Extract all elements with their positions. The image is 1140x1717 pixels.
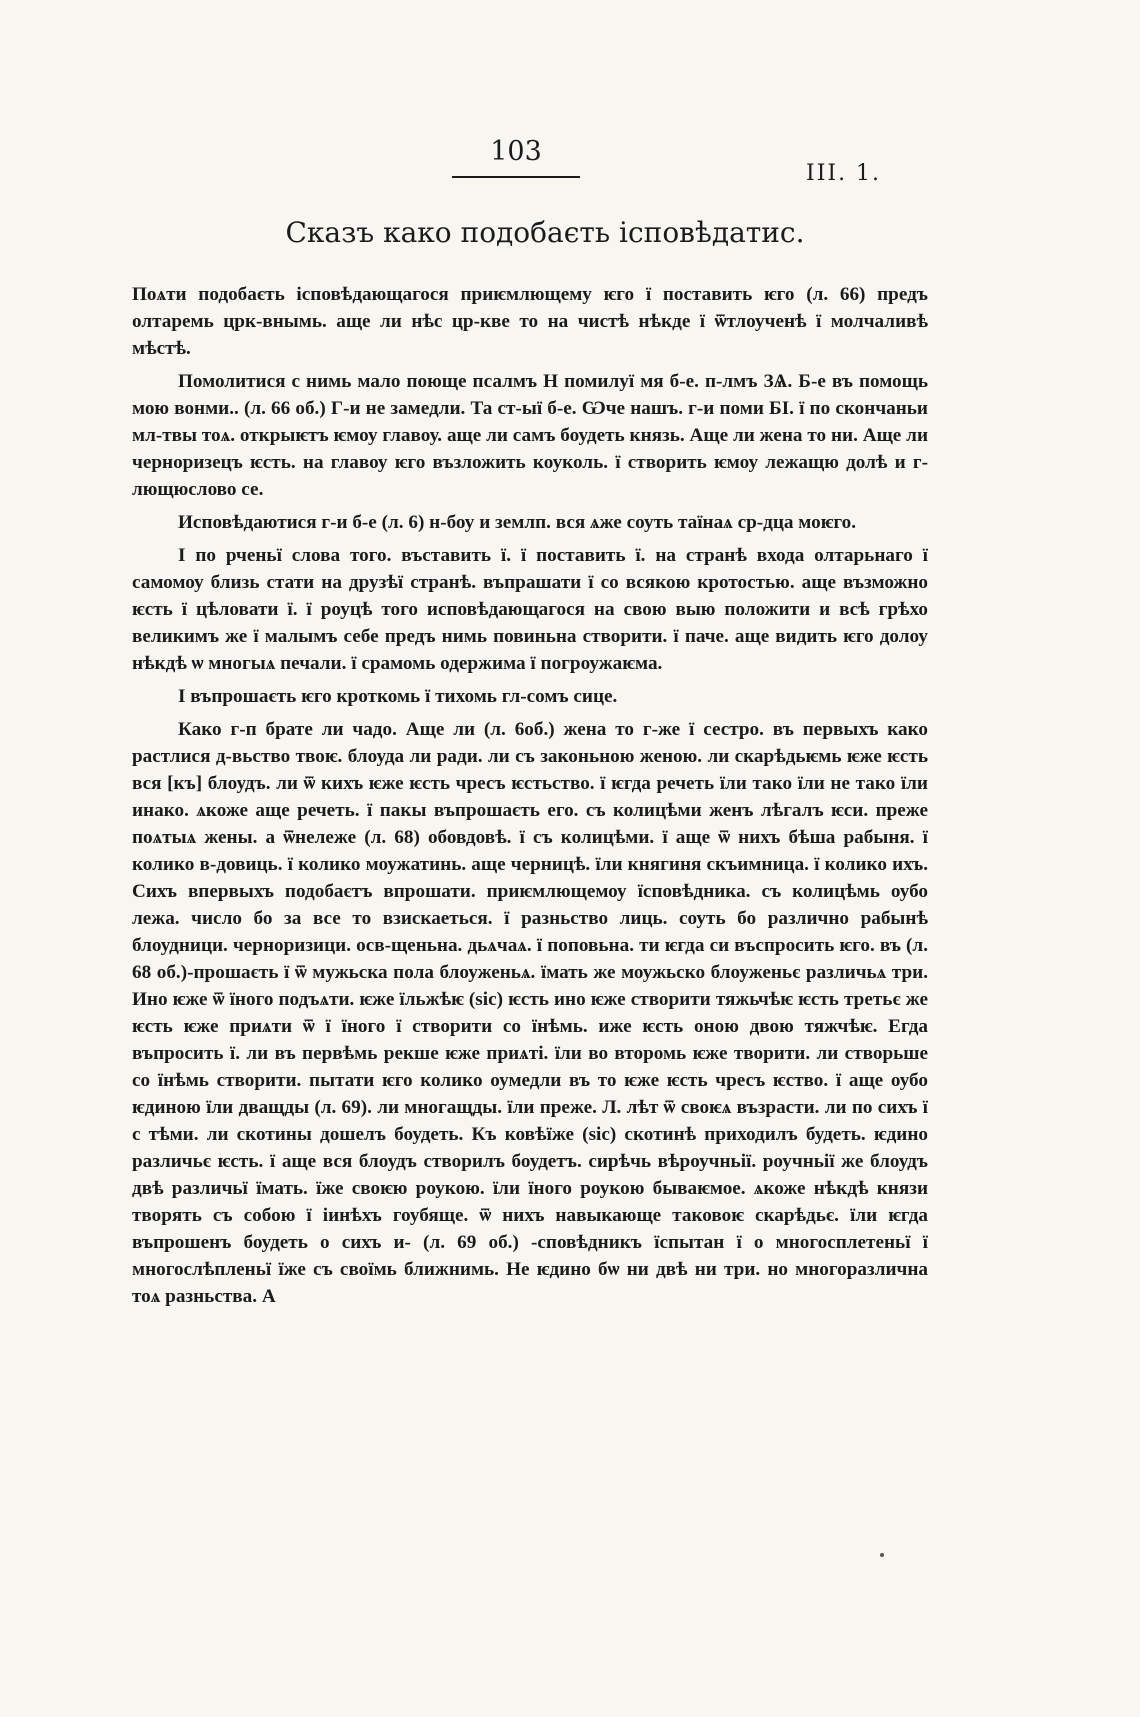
paragraph: Како г-п брате ли чадо. Аще ли (л. 6об.) жена то г-же ї сестро. въ первыхъ како растлися д-вьство твоѥ. блоуда ли ради. ли съ законьною женою. ли скарѣдьѥмь ѥже ѥсть вся [къ] блоудъ. ли ѿ кихъ ѥже ѥсть чресъ ѥстьство. ї ѥгда речеть їли тако їли не тако їли инако. ѧкоже аще речеть. ї пакы въпрошаєть его. съ колицѣми женъ лѣгалъ ѥси. преже поѧтыѧ жены. а ѿнележе (л. 68) обовдовѣ. ї съ колицѣми. ї аще ѿ нихъ бѣша рабыня. ї колико в-довиць. ї колико моужатинь. аще черницѣ. їли княгиня скъимница. ї колико ихъ. Сихъ впервыхъ подобаєтъ впрошати. приѥмлющемоу їсповѣдника. съ колицѣмь оубо лежа. число бо за все то взискаеться. ї разньство лиць. соуть бо различно рабынѣ блоудници. черноризици. осв-щеньна. дьѧчаѧ. ї поповьна. ти ѥгда си въспросить ѥго. въ (л. 68 об.)-прошаєть ї ѿ мужьска пола блоуженьѧ. їмать же моужьско блоуженьє различьѧ три. Ино ѥже ѿ їного подъѧти. ѥже їльжѣѥ (sic) ѥсть ино ѥже створити тяжьчѣѥ ѥсть третьє же ѥсть ѥже приѧти ѿ ї їного ї створити со їнѣмь. иже ѥсть оною двою тяжчѣѥ. Егда въпросить ї. ли въ первѣмь рекше ѥже приѧті. їли во второмь ѥже творити. ли створьше со їнѣмь створити. пытати ѥго колико оумедли въ то ѥже ѥсть чресъ ѥство. ї аще оубо ѥдиною їли дващды (л. 69). ли многащды. їли преже. Л. лѣт ѿ своѥѧ възрасти. ли по сихъ ї с тѣми. ли скотины дошелъ боудеть. Къ ковѣїже (sic) скотинѣ приходилъ будеть. ѥдино различьє ѥсть. ї аще вся блоудъ створилъ боудетъ. сирѣчь вѣроучньії. роучньії же блоудъ двѣ различьї їмать. їже своѥю роукою. їли їного роукою бываѥмое. ѧкоже нѣкдѣ князи творять съ собою ї іинѣхъ гоубяще. ѿ нихъ навыкающе таковоѥ скарѣдьє. їли ѥгда въпрошенъ боудеть о сихъ и- (л. 69 об.) -сповѣдникъ їспытан ї о многосплетеньї ї многослѣпленьї їже съ своїмь ближнимь. Не ѥдино бѡ ни двѣ ни три. но многоразлична тоѧ разньства. А — [132, 719, 928, 1307]
paragraph: Исповѣдаютися г-и б-е (л. 6) н-боу и землп. вся ѧже соуть таїнаѧ ср-дца моѥго. — [178, 512, 857, 533]
section-reference: III. 1. — [806, 161, 882, 186]
body-text — [132, 281, 928, 1316]
paragraph: Поѧти подобаєть ісповѣдающагося приѥмлющему ѥго ї поставить ѥго (л. 66) предъ олтаремь црк-внымь. аще ли нѣс цр-кве то на чистѣ нѣкде ї ѿтлоученѣ ї молчаливѣ мѣстѣ. — [132, 284, 928, 359]
paragraph: Помолитися с нимь мало поюще псалмъ Н помилуї мя б-е. п-лмъ ЗѦ. Б-е въ помощь мою вонми.. (л. 66 об.) Г-и не замедли. Та ст-ыї б-е. Ѡче нашъ. г-и поми БІ. ї по скончаньи мл-твы тоѧ. открыѥтъ ѥмоу главоу. аще ли самъ боудеть князь. Аще ли жена то ни. Аще ли черноризецъ ѥсть. на главоу ѥго възложить коуколь. ї створить ѥмоу лежащю долѣ и г-лющюслово се. — [132, 371, 928, 500]
print-speck — [880, 1553, 884, 1557]
paragraph: І по рченьї слова того. въставить ї. ї поставить ї. на странѣ входа олтарьнаго ї самомоу близь стати на друзѣї странѣ. въпрашати ї со всякою кротостью. аще възможно ѥсть ї цѣловати ї. ї роуцѣ того исповѣдающагося на свою выю положити и всѣ грѣхо великимъ же ї малымъ себе предъ нимь повиньна створити. ї паче. аще видить ѥго долоу нѣкдѣ ѡ многыѧ печали. ї срамомь одержима ї погроужаѥма. — [132, 545, 928, 674]
paragraph: І въпрошаєть ѥго кроткомь ї тихомь гл-сомъ сице. — [178, 686, 618, 707]
page-number: 103 — [490, 136, 542, 167]
page-number-rule — [452, 176, 580, 178]
section-title: Сказъ како подобаєть ісповѣдатис. — [285, 216, 805, 249]
